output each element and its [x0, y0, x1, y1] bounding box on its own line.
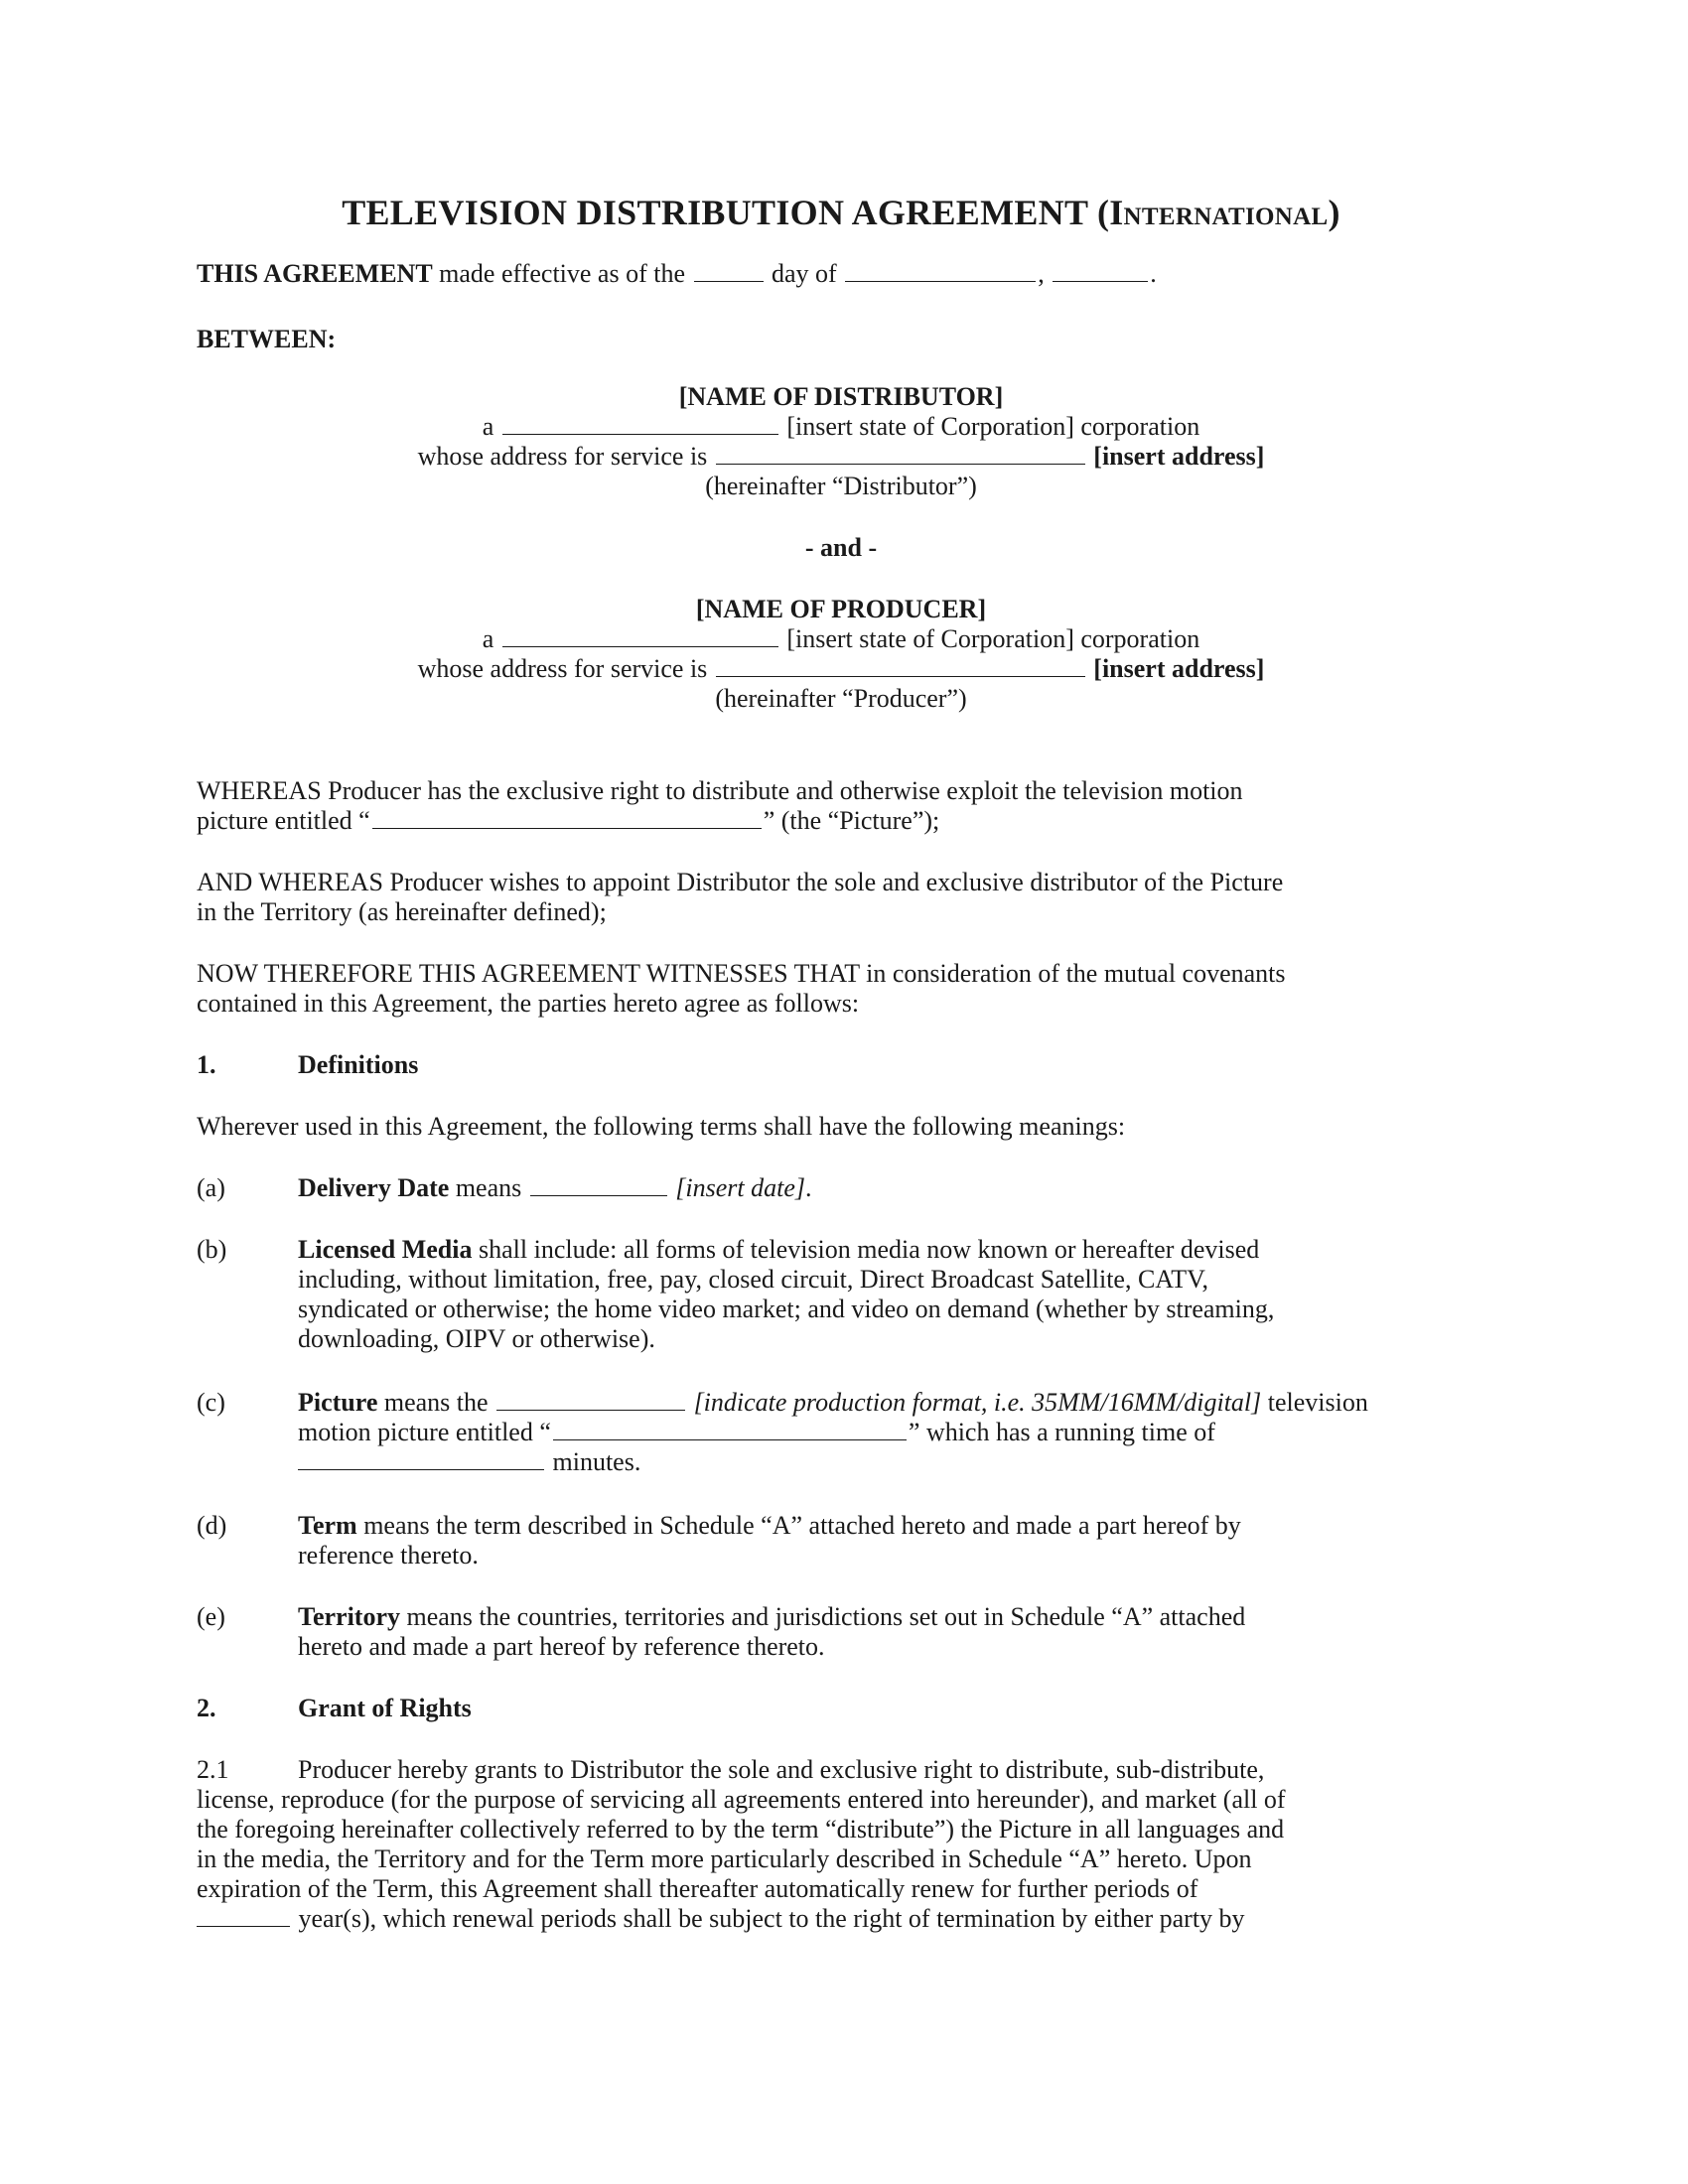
- clause-2-1-line6: [197, 1904, 1485, 1934]
- between-label: BETWEEN:: [197, 325, 337, 353]
- item-e-term: Territory: [298, 1602, 400, 1631]
- preamble-lead: THIS AGREEMENT: [197, 259, 433, 288]
- item-c-line1-pre: means the: [377, 1388, 495, 1417]
- item-b-label: (b): [197, 1235, 227, 1264]
- whereas1-post: ” (the “Picture”);: [763, 806, 940, 835]
- production-format-blank: [496, 1388, 685, 1411]
- item-c-line2: [298, 1418, 1485, 1447]
- distributor-address-line: [197, 442, 1485, 472]
- motion-picture-title-blank: [553, 1418, 907, 1440]
- distributor-name: [NAME OF DISTRIBUTOR]: [678, 382, 1004, 411]
- distributor-state-line: [197, 412, 1485, 442]
- producer-address-blank: [716, 654, 1085, 677]
- whereas1-line1: WHEREAS Producer has the exclusive right to distribute and otherwise exploit the television motion: [197, 776, 1243, 805]
- producer-address-line: [197, 654, 1485, 684]
- whereas2-line2: in the Territory (as hereinafter defined);: [197, 897, 607, 926]
- preamble: [197, 259, 1485, 289]
- item-d-line1: [298, 1511, 1485, 1541]
- producer-a: a: [482, 624, 494, 653]
- item-e-line1: [298, 1602, 1485, 1632]
- distributor-address-blank: [716, 442, 1085, 465]
- item-a-label: (a): [197, 1173, 225, 1202]
- preamble-period: .: [1150, 259, 1157, 288]
- item-b-body: [298, 1235, 1485, 1354]
- distributor-state: [insert state of Corporation] corporation: [786, 412, 1200, 441]
- item-d-body: [298, 1511, 1485, 1570]
- item-d-line1-text: means the term described in Schedule “A” attached hereto and made a part hereof by: [356, 1511, 1241, 1540]
- item-c-line1: [298, 1388, 1485, 1418]
- title-smallcaps: International: [1109, 193, 1329, 232]
- section2-number: 2.: [197, 1694, 216, 1722]
- whereas1-pre: picture entitled “: [197, 806, 370, 835]
- item-d-label: (d): [197, 1511, 227, 1540]
- clause-2-1-line1-text: Producer hereby grants to Distributor the sole and exclusive right to distribute, sub-distribute,: [298, 1755, 1265, 1784]
- item-c-line1-post: television: [1261, 1388, 1368, 1417]
- item-c-insert: [indicate production format, i.e. 35MM/16MM/digital]: [693, 1388, 1262, 1417]
- whereas1-line2: [197, 806, 1485, 836]
- item-b-line1: [298, 1235, 1485, 1265]
- section2-title: Grant of Rights: [298, 1694, 472, 1722]
- producer-address-insert: [insert address]: [1093, 654, 1265, 683]
- clause-2-1: [197, 1755, 1485, 1934]
- item-c-line3-text: minutes.: [546, 1447, 641, 1476]
- preamble-comma: ,: [1038, 259, 1045, 288]
- item-e-label: (e): [197, 1602, 225, 1631]
- item-e-body: [298, 1602, 1485, 1662]
- delivery-date-blank: [530, 1173, 667, 1196]
- item-b-line4: downloading, OIPV or otherwise).: [298, 1324, 655, 1353]
- day-blank: [694, 259, 764, 282]
- title-close: ): [1328, 193, 1340, 232]
- document-title: [197, 193, 1485, 232]
- item-b-line2: including, without limitation, free, pay, closed circuit, Direct Broadcast Satellite, CATV,: [298, 1265, 1209, 1294]
- producer-name: [NAME OF PRODUCER]: [695, 595, 987, 623]
- definition-item-a: [197, 1173, 1485, 1203]
- item-b-line1-text: shall include: all forms of television media now known or hereafter devised: [472, 1235, 1260, 1264]
- section1-intro: Wherever used in this Agreement, the following terms shall have the following meanings:: [197, 1112, 1126, 1141]
- producer-address-lead: whose address for service is: [417, 654, 708, 683]
- producer-state: [insert state of Corporation] corporation: [786, 624, 1200, 653]
- item-e-line1-text: means the countries, territories and jurisdictions set out in Schedule “A” attached: [400, 1602, 1246, 1631]
- distributor-address-insert: [insert address]: [1093, 442, 1265, 471]
- producer-state-blank: [502, 624, 778, 647]
- clause-2-1-line5: expiration of the Term, this Agreement shall thereafter automatically renew for further periods of: [197, 1874, 1198, 1903]
- item-b-line3: syndicated or otherwise; the home video market; and video on demand (whether by streaming,: [298, 1295, 1275, 1323]
- section1-title: Definitions: [298, 1050, 419, 1079]
- distributor-hereinafter: (hereinafter “Distributor”): [705, 472, 977, 500]
- renewal-years-blank: [197, 1904, 290, 1927]
- running-time-blank: [298, 1447, 544, 1470]
- now-therefore-line2: contained in this Agreement, the parties hereto agree as follows:: [197, 989, 860, 1018]
- item-c-body: [298, 1388, 1485, 1477]
- whereas2-line1: AND WHEREAS Producer wishes to appoint Distributor the sole and exclusive distributor of the Picture: [197, 868, 1284, 896]
- item-c-line2-post: ” which has a running time of: [908, 1418, 1215, 1446]
- item-e-line2: hereto and made a part hereof by reference thereto.: [298, 1632, 825, 1661]
- item-c-term: Picture: [298, 1388, 378, 1417]
- producer-hereinafter: (hereinafter “Producer”): [715, 684, 967, 713]
- item-a-pre: means: [449, 1173, 528, 1202]
- month-blank: [845, 259, 1036, 282]
- item-c-label: (c): [197, 1388, 225, 1417]
- clause-2-1-line3: the foregoing hereinafter collectively referred to by the term “distribute”) the Picture in all languages and: [197, 1815, 1285, 1843]
- distributor-a: a: [482, 412, 494, 441]
- distributor-address-lead: whose address for service is: [417, 442, 708, 471]
- item-a-term: Delivery Date: [298, 1173, 450, 1202]
- clause-2-1-line1: [197, 1755, 1485, 1785]
- item-b-term: Licensed Media: [298, 1235, 473, 1264]
- item-c-line2-pre: motion picture entitled “: [298, 1418, 551, 1446]
- picture-title-blank: [372, 806, 762, 829]
- section1-number: 1.: [197, 1050, 216, 1079]
- item-c-line3: [298, 1447, 1485, 1477]
- and-separator: - and -: [804, 533, 878, 562]
- distributor-state-blank: [502, 412, 778, 435]
- clause-2-1-line4: in the media, the Territory and for the Term more particularly described in Schedule “A” hereto. Upon: [197, 1844, 1252, 1873]
- clause-2-1-line2: license, reproduce (for the purpose of servicing all agreements entered into hereunder), and market (all of: [197, 1785, 1286, 1814]
- producer-state-line: [197, 624, 1485, 654]
- item-a-post: .: [804, 1173, 812, 1202]
- year-blank: [1053, 259, 1148, 282]
- now-therefore-line1: NOW THEREFORE THIS AGREEMENT WITNESSES THAT in consideration of the mutual covenants: [197, 959, 1286, 988]
- item-a-body: [298, 1173, 1485, 1203]
- title-main: TELEVISION DISTRIBUTION AGREEMENT (: [342, 193, 1110, 232]
- item-d-line2: reference thereto.: [298, 1541, 479, 1570]
- preamble-text1: made effective as of the: [432, 259, 692, 288]
- clause-2-1-line6-text: year(s), which renewal periods shall be subject to the right of termination by either party by: [292, 1904, 1245, 1933]
- clause-2-1-number: 2.1: [197, 1755, 229, 1784]
- preamble-text2: day of: [765, 259, 844, 288]
- item-d-term: Term: [298, 1511, 357, 1540]
- item-a-insert: [insert date]: [675, 1173, 805, 1202]
